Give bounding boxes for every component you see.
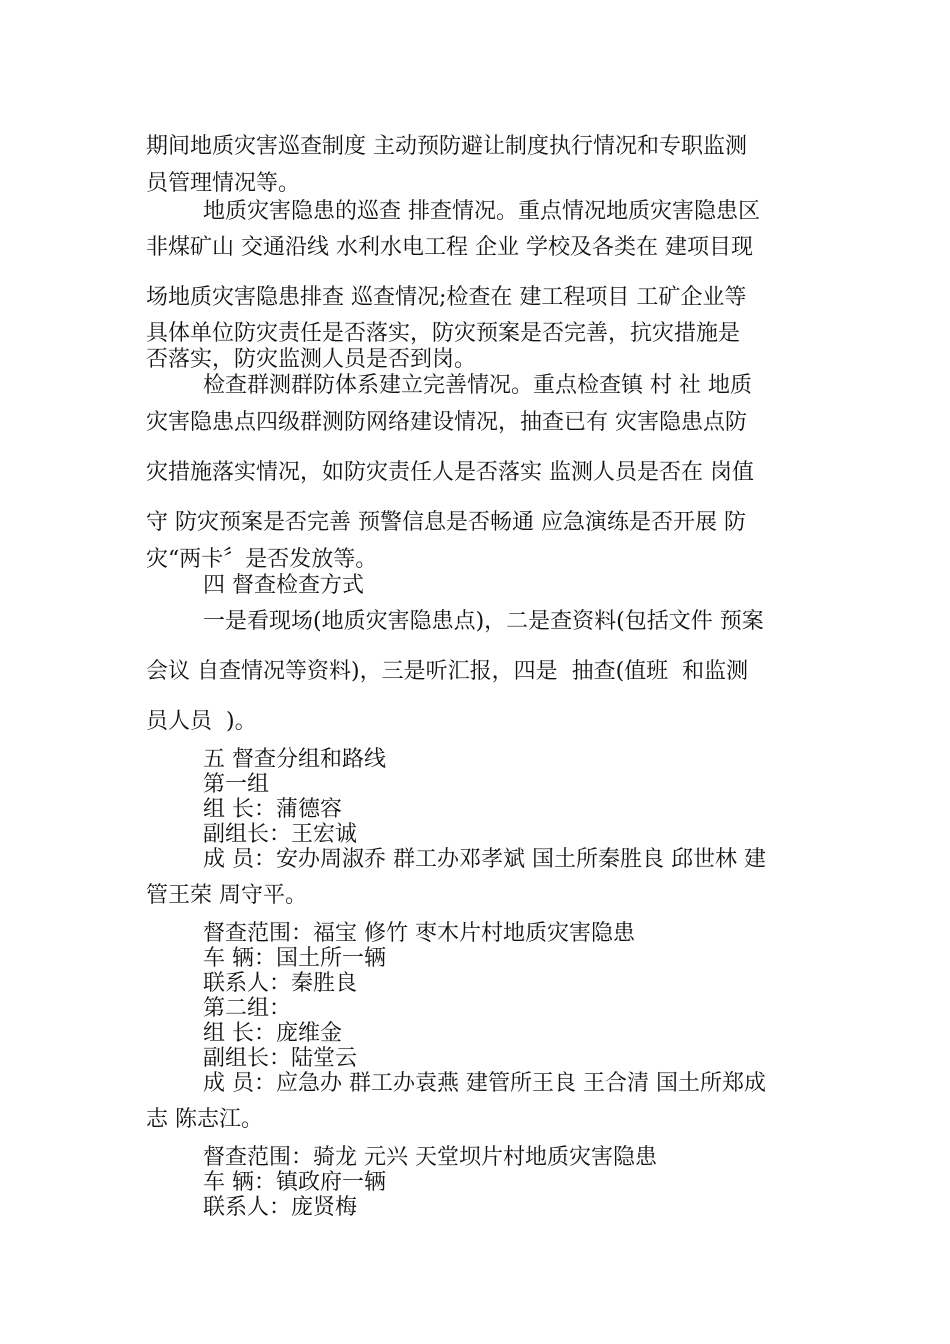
body-line: 督查范围：骑龙 元兴 天堂坝片村地质灾害隐患: [203, 1145, 657, 1170]
body-line: 地质灾害隐患的巡查 排查情况。重点情况地质灾害隐患区: [203, 199, 760, 224]
body-line: 会议 自查情况等资料)，三是听汇报，四是 抽查(值班 和监测: [146, 659, 749, 684]
body-line: 期间地质灾害巡查制度 主动预防避让制度执行情况和专职监测: [146, 134, 747, 159]
body-line: 检查群测群防体系建立完善情况。重点检查镇 村 社 地质: [203, 373, 752, 398]
body-line: 车 辆：国土所一辆: [203, 946, 386, 971]
body-line: 组 长：庞维金: [203, 1021, 342, 1046]
body-line: 场地质灾害隐患排查 巡查情况;检查在 建工程项目 工矿企业等: [146, 285, 747, 310]
group-title: 第一组: [203, 772, 270, 797]
section-heading: 五 督查分组和路线: [203, 747, 386, 772]
body-line: 灾措施落实情况，如防灾责任人是否落实 监测人员是否在 岗值: [146, 460, 754, 485]
body-line: 一是看现场(地质灾害隐患点)，二是查资料(包括文件 预案: [203, 609, 764, 634]
body-line: 志 陈志江。: [146, 1107, 263, 1132]
body-line: 联系人：秦胜良: [203, 971, 358, 996]
body-line: 灾害隐患点四级群测防网络建设情况，抽查已有 灾害隐患点防: [146, 410, 747, 435]
body-line: 灾“两卡〞是否发放等。: [146, 547, 378, 572]
body-line: 联系人：庞贤梅: [203, 1195, 358, 1220]
body-line: 否落实，防灾监测人员是否到岗。: [146, 347, 477, 372]
body-line: 员人员 )。: [146, 709, 257, 734]
body-line: 管王荣 周守平。: [146, 883, 307, 908]
body-line: 非煤矿山 交通沿线 水利水电工程 企业 学校及各类在 建项目现: [146, 235, 753, 260]
body-line: 副组长：陆堂云: [203, 1046, 358, 1071]
body-line: 督查范围：福宝 修竹 枣木片村地质灾害隐患: [203, 921, 635, 946]
group-title: 第二组：: [203, 996, 292, 1021]
body-line: 成 员：安办周淑乔 群工办邓孝斌 国土所秦胜良 邱世林 建: [203, 847, 766, 872]
body-line: 具体单位防灾责任是否落实，防灾预案是否完善，抗灾措施是: [146, 321, 741, 346]
body-line: 守 防灾预案是否完善 预警信息是否畅通 应急演练是否开展 防: [146, 510, 746, 535]
body-line: 车 辆：镇政府一辆: [203, 1170, 386, 1195]
body-line: 员管理情况等。: [146, 171, 301, 196]
body-line: 副组长：王宏诚: [203, 822, 358, 847]
section-heading: 四 督查检查方式: [203, 573, 364, 598]
body-line: 组 长：蒲德容: [203, 797, 342, 822]
body-line: 成 员：应急办 群工办袁燕 建管所王良 王合清 国土所郑成: [203, 1071, 766, 1096]
